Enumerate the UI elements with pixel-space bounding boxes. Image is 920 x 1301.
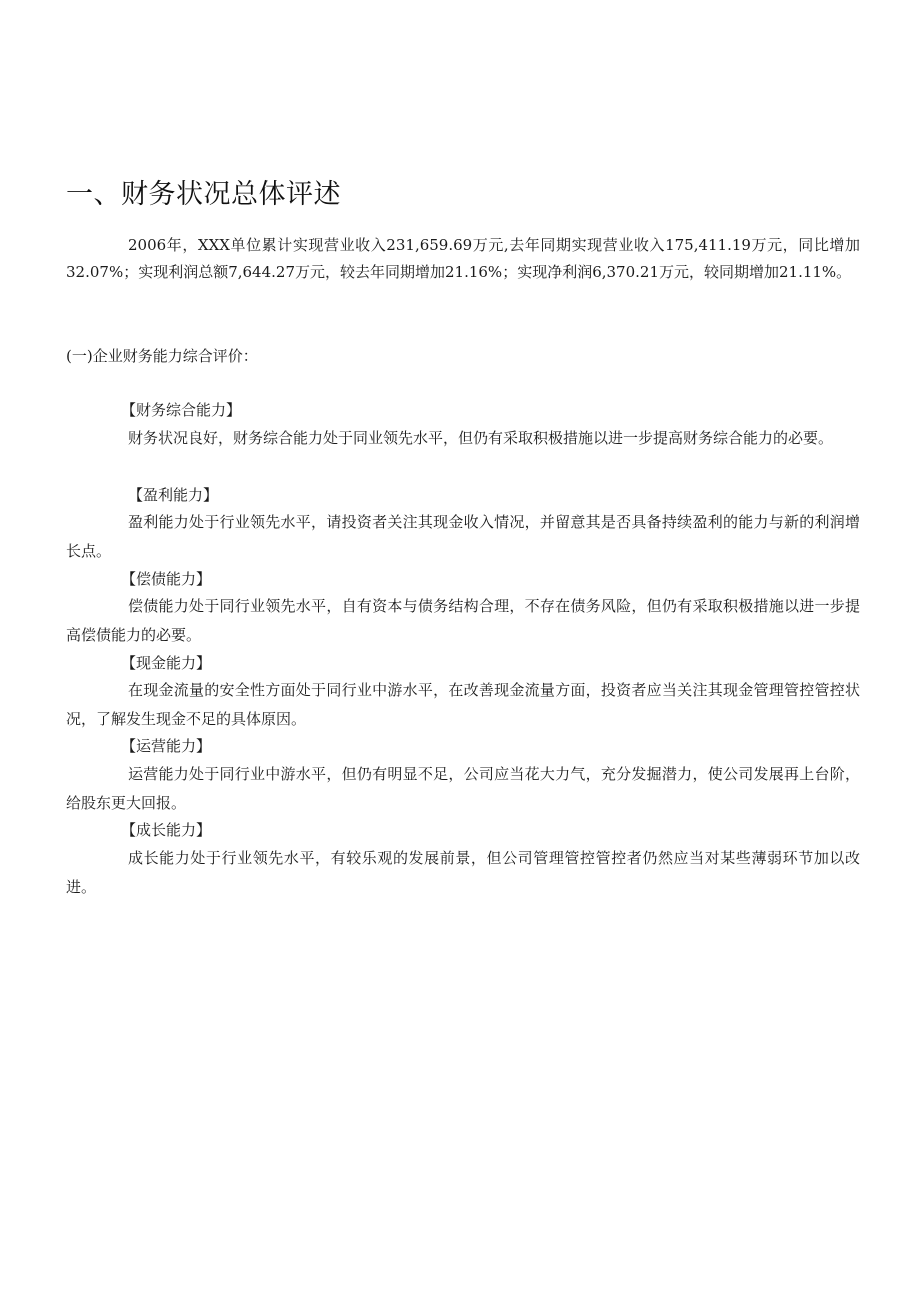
section-title-solvency: 【偿债能力】 (121, 570, 212, 588)
section-title-growth: 【成长能力】 (121, 821, 212, 839)
section-body-operations: 运营能力处于同行业中游水平，但仍有明显不足，公司应当花大力气，充分发掘潜力，使公司发展再上台阶，给股东更大回报。 (66, 765, 860, 812)
section-body-solvency: 偿债能力处于同行业领先水平，自有资本与债务结构合理，不存在债务风险，但仍有采取积极措施以进一步提高偿债能力的必要。 (66, 597, 860, 644)
section-body-financial-overall: 财务状况良好，财务综合能力处于同业领先水平，但仍有采取积极措施以进一步提高财务综合能力的必要。 (128, 429, 834, 447)
section-body-profitability: 盈利能力处于行业领先水平，请投资者关注其现金收入情况，并留意其是否具备持续盈利的能力与新的利润增长点。 (66, 513, 860, 560)
page-title: 一、财务状况总体评述 (66, 179, 341, 210)
section-subheading: (一)企业财务能力综合评价： (66, 347, 258, 365)
section-title-financial-overall: 【财务综合能力】 (121, 401, 242, 419)
section-body-cash: 在现金流量的安全性方面处于同行业中游水平，在改善现金流量方面，投资者应当关注其现金管理管控管控状况，了解发生现金不足的具体原因。 (66, 681, 860, 728)
section-title-operations: 【运营能力】 (121, 737, 212, 755)
section-title-profitability: 【盈利能力】 (128, 486, 219, 504)
section-body-growth: 成长能力处于行业领先水平，有较乐观的发展前景，但公司管理管控管控者仍然应当对某些薄弱环节加以改进。 (66, 849, 860, 896)
section-title-cash: 【现金能力】 (121, 654, 212, 672)
summary-paragraph: 2006年，XXX单位累计实现营业收入231,659.69万元,去年同期实现营业收入175,411.19万元，同比增加32.07%；实现利润总额7,644.27万元，较去年同期增加21.16%；实现净利润6,370.21万元，较同期增加21.11%。 (66, 236, 860, 281)
